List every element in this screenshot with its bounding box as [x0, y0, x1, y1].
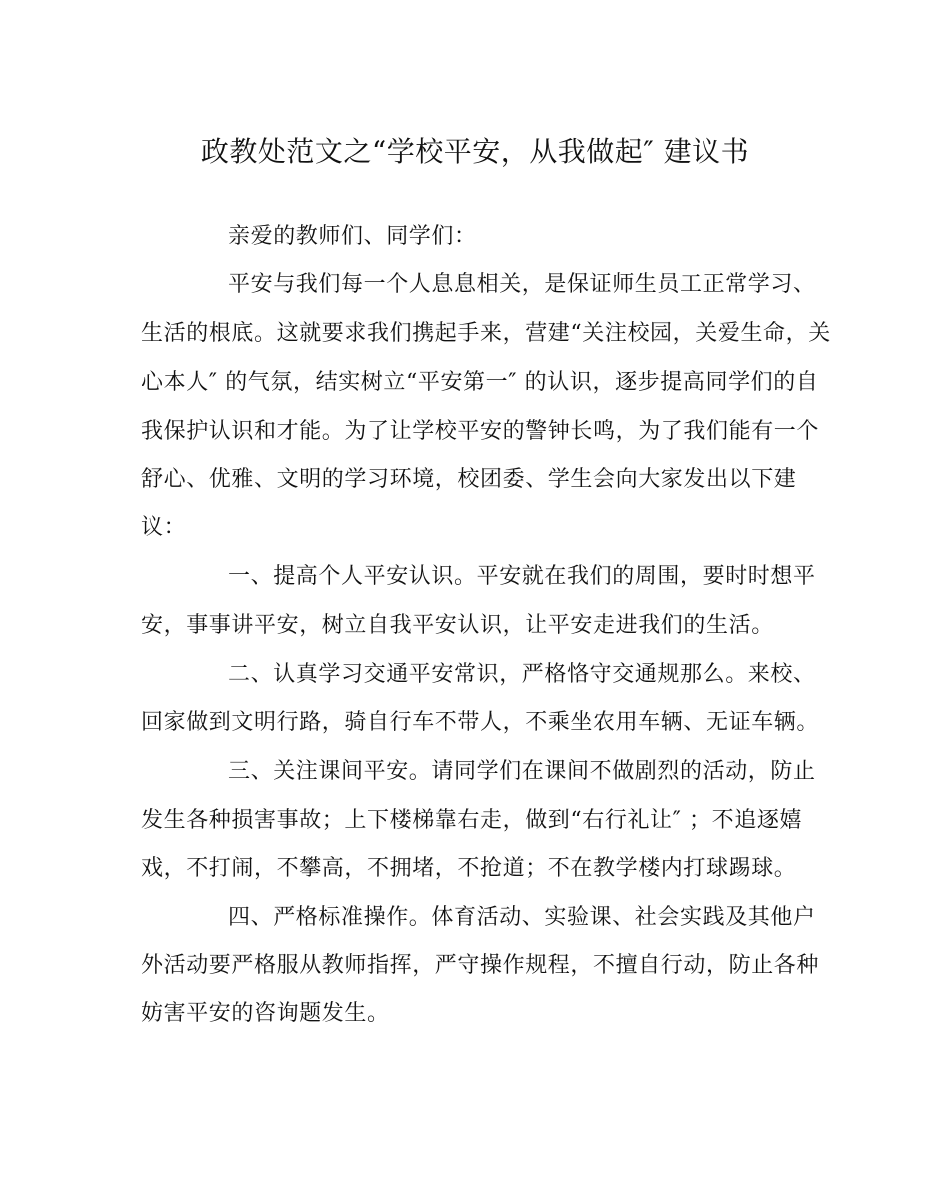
paragraph-intro-line-5: 舒心、优雅、文明的学习环境，校团委、学生会向大家发出以下建: [141, 467, 797, 492]
item-three-line-2: 发生各种损害事故；上下楼梯靠右走，做到“右行礼让″ ；不追逐嬉: [141, 808, 803, 833]
paragraph-intro-line-1: 平安与我们每一个人息息相关，是保证师生员工正常学习、: [228, 272, 816, 297]
item-four-line-3: 妨害平安的咨询题发生。: [141, 1001, 390, 1026]
paragraph-intro-line-4: 我保护认识和才能。为了让学校平安的警钟长鸣，为了我们能有一个: [141, 419, 820, 444]
item-two-line-2: 回家做到文明行路，骑自行车不带人，不乘坐农用车辆、无证车辆。: [141, 710, 820, 735]
item-three-line-3: 戏，不打闹，不攀高，不拥堵，不抢道；不在教学楼内打球踢球。: [141, 856, 797, 881]
paragraph-intro-line-3: 心本人″ 的气氛，结实树立“平安第一″ 的认识，逐步提高同学们的自: [141, 370, 819, 395]
item-one-line-2: 安，事事讲平安，树立自我平安认识，让平安走进我们的生活。: [141, 613, 774, 638]
item-two-line-1: 二、认真学习交通平安常识，严格恪守交通规那么。来校、: [228, 662, 816, 687]
paragraph-intro-line-6: 议：: [141, 515, 187, 540]
item-three-line-1: 三、关注课间平安。请同学们在课间不做剧烈的活动，防止: [228, 759, 816, 784]
salutation: 亲爱的教师们、同学们：: [228, 224, 477, 249]
item-one-line-1: 一、提高个人平安认识。平安就在我们的周围，要时时想平: [228, 564, 816, 589]
item-four-line-1: 四、严格标准操作。体育活动、实验课、社会实践及其他户: [228, 905, 816, 930]
item-four-line-2: 外活动要严格服从教师指挥，严守操作规程，不擅自行动，防止各种: [141, 953, 820, 978]
document-title: 政教处范文之“学校平安，从我做起″ 建议书: [200, 135, 750, 168]
paragraph-intro-line-2: 生活的根底。这就要求我们携起手来，营建“关注校园，关爱生命，关: [141, 321, 831, 346]
